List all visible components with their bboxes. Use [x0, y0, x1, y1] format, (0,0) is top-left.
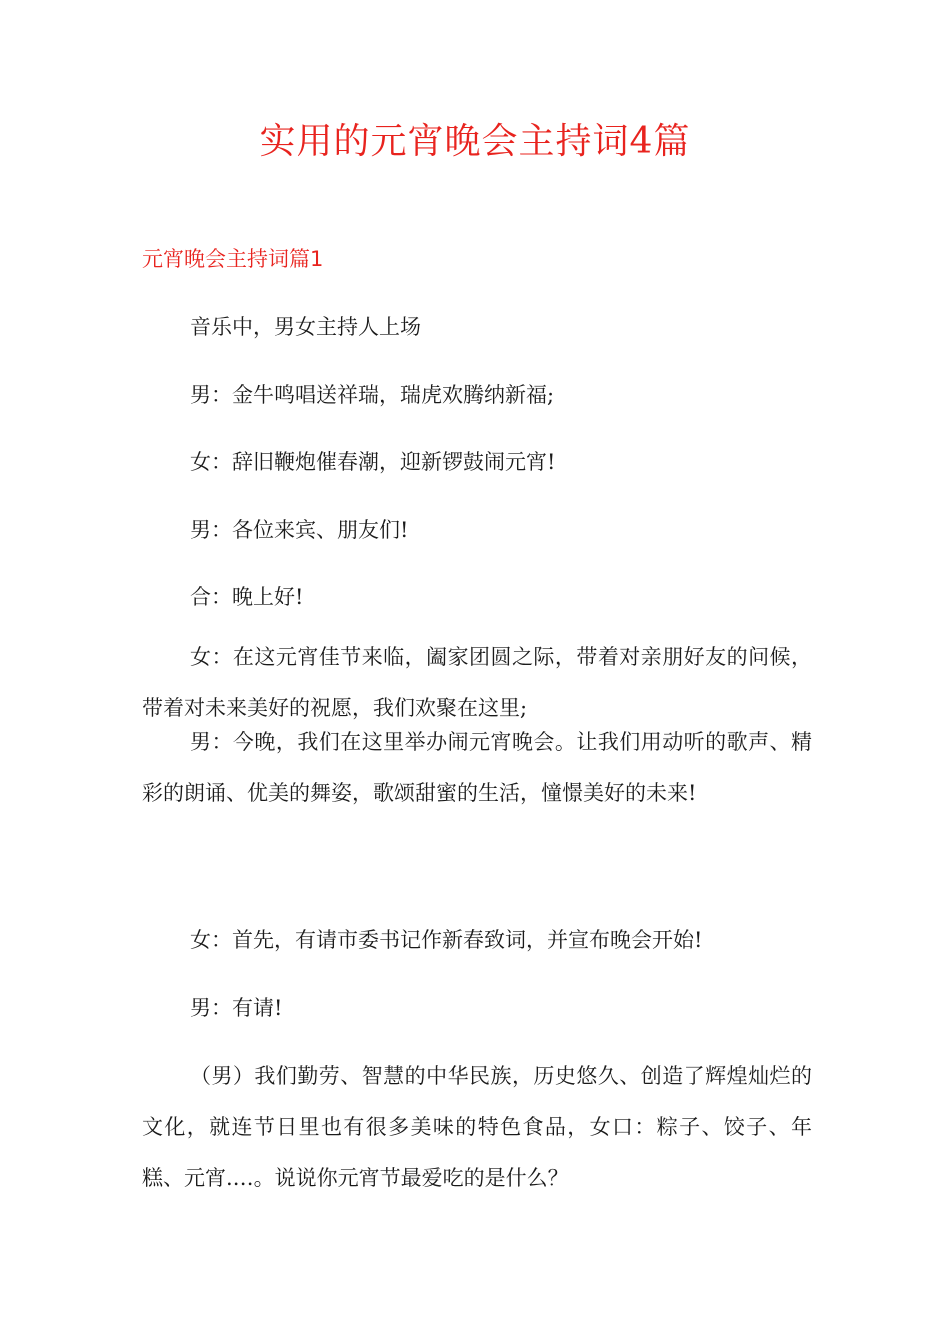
paragraph-male-food: （男）我们勤劳、智慧的中华民族，历史悠久、创造了辉煌灿烂的文化，就连节日里也有很多美味的特色食品，女口：粽子、饺子、年糕、元宵.…。说说你元宵节最爱吃的是什么？ — [142, 1064, 812, 1190]
paragraph-female-opening: 女：辞旧鞭炮催春潮，迎新锣鼓闹元宵! — [190, 450, 556, 474]
document-title: 实用的元宵晚会主持词4篇 — [259, 121, 691, 162]
paragraph-male-program: 男：今晚，我们在这里举办闹元宵晚会。让我们用动听的歌声、精彩的朗诵、优美的舞姿，歌颂甜蜜的生活，憧憬美好的未来! — [142, 730, 812, 805]
paragraph-stage-direction: 音乐中，男女主持人上场 — [190, 315, 421, 339]
paragraph-male-invitation: 男：有请! — [190, 996, 283, 1020]
paragraph-male-greeting: 男：各位来宾、朋友们! — [190, 518, 409, 542]
paragraph-male-opening: 男：金牛鸣唱送祥瑞，瑞虎欢腾纳新福; — [190, 383, 555, 407]
section-heading: 元宵晚会主持词篇1 — [142, 247, 324, 271]
paragraph-female-invitation: 女：首先，有请市委书记作新春致词，并宣布晚会开始! — [190, 928, 703, 952]
paragraph-together-greeting: 合：晚上好! — [190, 585, 304, 609]
paragraph-female-welcome: 女：在这元宵佳节来临，阖家团圆之际，带着对亲朋好友的问候，带着对未来美好的祝愿，我们欢聚在这里; — [142, 645, 812, 720]
